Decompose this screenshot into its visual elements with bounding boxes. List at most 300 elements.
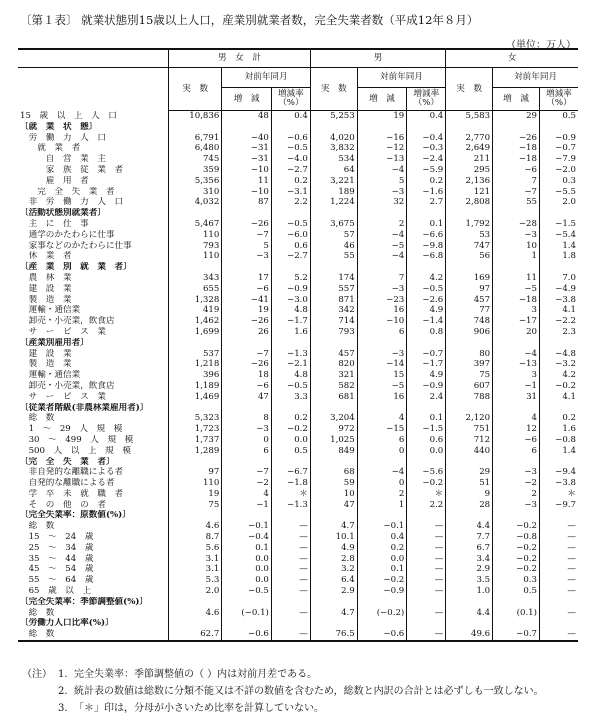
cell-value: −1.3 — [271, 500, 310, 511]
cell-value: — — [271, 521, 310, 532]
cell-value — [271, 122, 310, 133]
cell-value: 310 — [169, 187, 222, 198]
cell-value: −0.8 — [493, 532, 540, 543]
table-row — [18, 349, 578, 360]
cell-value: 1,723 — [169, 424, 222, 435]
cell-value: 19 — [357, 111, 407, 122]
cell-value: 788 — [446, 392, 493, 403]
cell-value: 189 — [310, 187, 357, 198]
row-label: 建 設 業 — [20, 348, 72, 359]
table-row — [18, 381, 578, 392]
cell-value: — — [271, 608, 310, 619]
table-row — [18, 316, 578, 327]
cell-value: 3,675 — [310, 219, 357, 230]
cell-value: −6.0 — [271, 230, 310, 241]
cell-value: −2 — [493, 478, 540, 489]
table-row — [18, 629, 578, 641]
cell-value: 6,791 — [169, 133, 222, 144]
cell-value — [493, 338, 540, 349]
section-row — [18, 618, 578, 629]
cell-value: 5,323 — [169, 413, 222, 424]
cell-value — [493, 122, 540, 133]
cell-value: 0.2 — [540, 413, 579, 424]
table-row — [18, 586, 578, 597]
cell-value: 0.2 — [357, 543, 407, 554]
cell-value: 5,467 — [169, 219, 222, 230]
note-n: 2. — [58, 686, 68, 697]
unit-label: （単位：万人） — [506, 40, 576, 51]
row-label: 30 〜 499 人 規 模 — [20, 434, 134, 445]
cell-value: 0.4 — [407, 111, 446, 122]
cell-value: −4.9 — [540, 284, 579, 295]
cell-value: −4 — [357, 467, 407, 478]
cell-value: — — [407, 608, 446, 619]
row-label: 労 働 力 人 口 — [20, 132, 106, 143]
cell-value: 169 — [446, 273, 493, 284]
row-label: 〔産業別雇用者〕 — [20, 337, 89, 348]
note-t: 完全失業率：季節調整値の（ ）内は対前月差である。 — [74, 669, 318, 680]
cell-value: −5.4 — [540, 230, 579, 241]
cell-value: 64 — [310, 165, 357, 176]
cell-value — [310, 597, 357, 608]
cell-value: 97 — [446, 284, 493, 295]
cell-value: −4 — [357, 251, 407, 262]
cell-value: 5 — [222, 241, 272, 252]
cell-value: 17 — [222, 273, 272, 284]
cell-value: 419 — [169, 305, 222, 316]
row-label: 〔完 全 失 業 者〕 — [20, 456, 115, 467]
cell-value — [169, 457, 222, 468]
cell-value — [407, 618, 446, 629]
cell-value: — — [540, 629, 579, 641]
cell-value: −0.2 — [493, 543, 540, 554]
cell-value — [540, 618, 579, 629]
section-row — [18, 510, 578, 521]
row-label: 休 業 者 — [20, 251, 72, 262]
cell-value: −1.8 — [271, 478, 310, 489]
cell-value: 342 — [310, 305, 357, 316]
row-label: 主 に 仕 事 — [20, 218, 89, 229]
cell-value: 0.0 — [407, 446, 446, 457]
cell-value — [446, 403, 493, 414]
row-label: 総 数 — [20, 521, 55, 532]
cell-value: −26 — [222, 359, 272, 370]
cell-value: — — [407, 575, 446, 586]
cell-value — [310, 338, 357, 349]
row-label: 500 人 以 上 規 模 — [20, 445, 131, 456]
cell-value — [540, 338, 579, 349]
cell-value: 6.7 — [446, 543, 493, 554]
table-row — [18, 273, 578, 284]
cell-value: 2,120 — [446, 413, 493, 424]
cell-value: 211 — [446, 154, 493, 165]
row-label: 〔完全失業率：季節調整値(%)〕 — [20, 596, 149, 607]
cell-value: −0.2 — [407, 478, 446, 489]
cell-value: 5.2 — [271, 273, 310, 284]
row-label: 就 業 者 — [20, 143, 81, 154]
row-label: 15 〜 24 歳 — [20, 532, 94, 543]
cell-value: 10 — [310, 489, 357, 500]
cell-value: 6 — [222, 446, 272, 457]
cell-value: 0.1 — [407, 413, 446, 424]
cell-value: 31 — [493, 392, 540, 403]
cell-value: 5,583 — [446, 111, 493, 122]
cell-value: 537 — [169, 349, 222, 360]
cell-value — [540, 597, 579, 608]
table-row — [18, 359, 578, 370]
cell-value — [493, 597, 540, 608]
cell-value: −1.6 — [407, 187, 446, 198]
cell-value: −10 — [222, 187, 272, 198]
cell-value: 46 — [310, 241, 357, 252]
cell-value: 1.4 — [540, 446, 579, 457]
cell-value: −0.4 — [222, 532, 272, 543]
cell-value — [271, 262, 310, 273]
cell-value: 0.2 — [271, 413, 310, 424]
cell-value — [310, 208, 357, 219]
cell-value: ＊ — [271, 489, 310, 500]
cell-value: 56 — [446, 251, 493, 262]
cell-value: −2.6 — [407, 295, 446, 306]
cell-value: 29 — [493, 111, 540, 122]
cell-value: 6 — [493, 446, 540, 457]
cell-value: 47 — [310, 500, 357, 511]
cell-value: 4 — [493, 413, 540, 424]
cell-value — [407, 208, 446, 219]
table-row — [18, 564, 578, 575]
cell-value: −17 — [493, 316, 540, 327]
cell-value — [357, 457, 407, 468]
cell-value: 16 — [357, 392, 407, 403]
cell-value: — — [271, 564, 310, 575]
cell-value: −3 — [357, 284, 407, 295]
cell-value: −0.6 — [222, 629, 272, 641]
cell-value: −0.2 — [493, 521, 540, 532]
cell-value: −14 — [357, 359, 407, 370]
cell-value — [222, 403, 272, 414]
row-label: 通学のかたわらに仕事 — [20, 229, 115, 240]
section-row — [18, 262, 578, 273]
header-rate: 増減率（%） — [407, 88, 446, 111]
cell-value — [407, 338, 446, 349]
note-item — [22, 700, 544, 717]
header-rate: 増減率（%） — [540, 88, 579, 111]
cell-value: −7 — [222, 230, 272, 241]
cell-value: −3.1 — [271, 187, 310, 198]
section-row — [18, 338, 578, 349]
cell-value: −0.2 — [357, 575, 407, 586]
cell-value: 0 — [357, 478, 407, 489]
cell-value: −1.7 — [271, 316, 310, 327]
cell-value: 748 — [446, 316, 493, 327]
cell-value: 4 — [357, 413, 407, 424]
cell-value: −2.2 — [540, 316, 579, 327]
cell-value: −0.7 — [540, 143, 579, 154]
row-label: 〔産 業 別 就 業 者〕 — [20, 262, 132, 273]
cell-value: 5 — [357, 176, 407, 187]
cell-value: 174 — [310, 273, 357, 284]
cell-value: 18 — [222, 370, 272, 381]
table-row — [18, 489, 578, 500]
cell-value: — — [540, 554, 579, 565]
cell-value — [222, 122, 272, 133]
cell-value: 440 — [446, 446, 493, 457]
cell-value: −3.0 — [271, 295, 310, 306]
cell-value: −2.7 — [271, 165, 310, 176]
cell-value — [446, 618, 493, 629]
cell-value: — — [540, 575, 579, 586]
table-row — [18, 467, 578, 478]
cell-value: −26 — [222, 316, 272, 327]
cell-value: 2,770 — [446, 133, 493, 144]
cell-value: −1 — [222, 500, 272, 511]
cell-value: ＊ — [540, 489, 579, 500]
cell-value: −0.9 — [540, 133, 579, 144]
cell-value: −31 — [222, 154, 272, 165]
cell-value: — — [271, 575, 310, 586]
cell-value: −3 — [493, 467, 540, 478]
cell-value: −6 — [493, 165, 540, 176]
cell-value: −5.9 — [407, 165, 446, 176]
cell-value — [540, 457, 579, 468]
table-row — [18, 251, 578, 262]
cell-value: — — [407, 543, 446, 554]
cell-value: 457 — [446, 295, 493, 306]
cell-value: 4.4 — [446, 608, 493, 619]
cell-value: 2.2 — [407, 500, 446, 511]
cell-value: 5.6 — [169, 543, 222, 554]
cell-value: — — [540, 564, 579, 575]
cell-value: −28 — [493, 219, 540, 230]
cell-value: 47 — [222, 392, 272, 403]
cell-value: 1.6 — [540, 424, 579, 435]
cell-value — [222, 597, 272, 608]
cell-value: 751 — [446, 424, 493, 435]
row-label: そ の 他 の 者 — [20, 499, 106, 510]
cell-value: −5 — [493, 284, 540, 295]
cell-value: −0.7 — [493, 629, 540, 641]
cell-value: — — [540, 608, 579, 619]
cell-value: 906 — [446, 327, 493, 338]
cell-value: 6 — [357, 327, 407, 338]
cell-value: 1,189 — [169, 381, 222, 392]
table-row — [18, 133, 578, 144]
table-row — [18, 575, 578, 586]
cell-value — [407, 457, 446, 468]
cell-value: 2,136 — [446, 176, 493, 187]
table-row — [18, 187, 578, 198]
cell-value: 655 — [169, 284, 222, 295]
cell-value: 19 — [169, 489, 222, 500]
cell-value — [271, 457, 310, 468]
table-row — [18, 284, 578, 295]
cell-value — [169, 618, 222, 629]
cell-value: −4 — [357, 230, 407, 241]
cell-value — [222, 618, 272, 629]
cell-value: 11 — [222, 176, 272, 187]
cell-value: — — [271, 554, 310, 565]
cell-value: 55 — [310, 251, 357, 262]
cell-value: — — [271, 629, 310, 641]
cell-value: −1.3 — [271, 349, 310, 360]
cell-value: −10 — [357, 316, 407, 327]
row-label: 農 林 業 — [20, 272, 72, 283]
row-label: 非自発的な離職による者 — [20, 467, 124, 478]
cell-value: 712 — [446, 435, 493, 446]
cell-value: 0.0 — [222, 554, 272, 565]
cell-value — [407, 403, 446, 414]
cell-value: −0.9 — [357, 586, 407, 597]
header-zougen: 増 減 — [357, 88, 407, 111]
row-label: 家事などのかたわらに仕事 — [20, 240, 132, 251]
cell-value — [169, 122, 222, 133]
header-yoy: 対前年同月 — [357, 68, 446, 88]
cell-value: −0.6 — [357, 629, 407, 641]
table-row — [18, 327, 578, 338]
row-label: 総 数 — [20, 413, 55, 424]
cell-value: −12 — [357, 143, 407, 154]
cell-value: 48 — [222, 111, 272, 122]
cell-value: 1 — [493, 251, 540, 262]
cell-value: −26 — [222, 219, 272, 230]
cell-value: 4,032 — [169, 197, 222, 208]
cell-value: 0.1 — [357, 564, 407, 575]
cell-value: 1,462 — [169, 316, 222, 327]
cell-value: −18 — [493, 143, 540, 154]
cell-value: −7 — [493, 187, 540, 198]
table-row — [18, 219, 578, 230]
section-row — [18, 457, 578, 468]
row-label: 雇 用 者 — [20, 175, 89, 186]
table-row — [18, 532, 578, 543]
cell-value: 3.4 — [446, 554, 493, 565]
row-label: 運輸・通信業 — [20, 305, 81, 316]
row-label: 自発的な離職による者 — [20, 478, 115, 489]
cell-value: −0.2 — [493, 564, 540, 575]
cell-value — [357, 597, 407, 608]
cell-value — [493, 457, 540, 468]
cell-value: 747 — [446, 241, 493, 252]
cell-value: — — [407, 554, 446, 565]
cell-value: 75 — [446, 370, 493, 381]
section-row — [18, 597, 578, 608]
cell-value: 0.6 — [407, 435, 446, 446]
table-row — [18, 424, 578, 435]
cell-value: 76.5 — [310, 629, 357, 641]
cell-value: 1.6 — [271, 327, 310, 338]
cell-value: −6 — [493, 435, 540, 446]
cell-value: 75 — [169, 500, 222, 511]
cell-value: 0 — [222, 435, 272, 446]
cell-value: −0.1 — [222, 521, 272, 532]
cell-value: 4,020 — [310, 133, 357, 144]
cell-value: — — [407, 521, 446, 532]
cell-value: 359 — [169, 165, 222, 176]
cell-value: 97 — [169, 467, 222, 478]
cell-value: 582 — [310, 381, 357, 392]
cell-value: −2.7 — [271, 251, 310, 262]
cell-value: 0.1 — [222, 543, 272, 554]
cell-value: −1.5 — [407, 424, 446, 435]
cell-value — [169, 262, 222, 273]
row-label: 製 造 業 — [20, 359, 72, 370]
cell-value: 1,218 — [169, 359, 222, 370]
cell-value: 1,289 — [169, 446, 222, 457]
cell-value: −40 — [222, 133, 272, 144]
cell-value — [493, 618, 540, 629]
cell-value: 5,356 — [169, 176, 222, 187]
cell-value: −16 — [357, 133, 407, 144]
section-row — [18, 208, 578, 219]
cell-value — [222, 457, 272, 468]
cell-value: 55 — [493, 197, 540, 208]
cell-value: −4.0 — [271, 154, 310, 165]
cell-value: 8 — [222, 413, 272, 424]
table-row — [18, 230, 578, 241]
cell-value: 49.6 — [446, 629, 493, 641]
cell-value — [407, 262, 446, 273]
cell-value: −0.5 — [222, 586, 272, 597]
cell-value — [493, 510, 540, 521]
cell-value — [169, 597, 222, 608]
cell-value — [446, 597, 493, 608]
cell-value: 4.8 — [271, 370, 310, 381]
row-label: サ ー ビ ス 業 — [20, 326, 106, 337]
cell-value: −6 — [222, 284, 272, 295]
cell-value: — — [271, 586, 310, 597]
cell-value — [271, 403, 310, 414]
cell-value: −15 — [357, 424, 407, 435]
cell-value — [540, 510, 579, 521]
cell-value: 4.7 — [310, 521, 357, 532]
cell-value: 4.1 — [540, 305, 579, 316]
cell-value: 0.5 — [493, 586, 540, 597]
table-row — [18, 165, 578, 176]
row-label: 〔活動状態別就業者〕 — [20, 208, 106, 219]
cell-value — [446, 208, 493, 219]
cell-value: −3.8 — [540, 478, 579, 489]
cell-value — [271, 208, 310, 219]
cell-value: −1.7 — [407, 359, 446, 370]
cell-value: 7.0 — [540, 273, 579, 284]
table-row — [18, 608, 578, 619]
cell-value: 2.0 — [540, 197, 579, 208]
cell-value: 557 — [310, 284, 357, 295]
row-label: 非 労 働 力 人 口 — [20, 197, 124, 208]
cell-value: 1,469 — [169, 392, 222, 403]
cell-value: −9.4 — [540, 467, 579, 478]
cell-value: 0.4 — [357, 532, 407, 543]
row-label: 25 〜 34 歳 — [20, 542, 94, 553]
cell-value: −7 — [222, 349, 272, 360]
cell-value: −5 — [357, 381, 407, 392]
cell-value: 4.9 — [407, 305, 446, 316]
row-label: 〔労働力人口比率(%)〕 — [20, 618, 114, 629]
cell-value: 4.7 — [310, 608, 357, 619]
cell-value — [357, 618, 407, 629]
cell-value: 2.2 — [271, 197, 310, 208]
cell-value: 2.0 — [169, 586, 222, 597]
row-label: 自 営 業 主 — [20, 154, 106, 165]
cell-value: −0.9 — [271, 284, 310, 295]
cell-value: 534 — [310, 154, 357, 165]
cell-value: −9.7 — [540, 500, 579, 511]
cell-value: 0.2 — [407, 176, 446, 187]
cell-value: — — [540, 586, 579, 597]
cell-value: 3,221 — [310, 176, 357, 187]
cell-value: 295 — [446, 165, 493, 176]
note-t: 統計表の数値は総数に分類不能又は不詳の数値を含むため，総数と内訳の合計とは必ずしも一致しない。 — [74, 686, 544, 697]
